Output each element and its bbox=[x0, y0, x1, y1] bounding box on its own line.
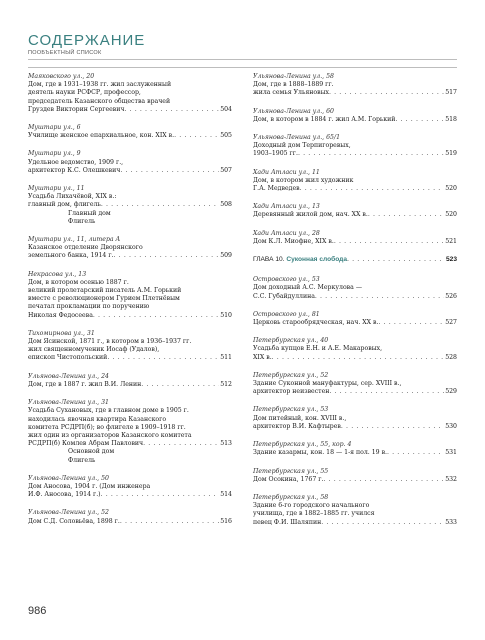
entry-page: 529 bbox=[445, 388, 457, 396]
toc-link[interactable] bbox=[253, 519, 457, 527]
entry-page: 533 bbox=[445, 518, 457, 526]
entry-line: Здание Суконной мануфактуры, сер. XVIII в., bbox=[253, 380, 402, 388]
entry-page: 516 bbox=[220, 517, 232, 525]
leader-dots bbox=[315, 293, 444, 301]
leader-dots bbox=[141, 381, 219, 389]
leader-dots bbox=[321, 519, 444, 527]
leader-dots bbox=[174, 132, 219, 140]
leader-dots bbox=[93, 312, 219, 320]
chapter-name: Суконная слобода bbox=[286, 256, 348, 264]
entry-street: Муштари ул., 11 bbox=[28, 185, 85, 193]
entry-line: Дом Аносова, 1904 г. (Дом инженера bbox=[28, 482, 151, 490]
toc-link[interactable] bbox=[253, 319, 457, 327]
entry-line: Дом питейный, кон. XVIII в., bbox=[253, 414, 347, 422]
entry-title: главный дом, флигель bbox=[28, 201, 101, 209]
entry-page: 531 bbox=[445, 449, 457, 457]
entry-line: Доходный дом Терпигоревых, bbox=[253, 142, 351, 150]
entry-title: архитектор неизвестен bbox=[253, 388, 330, 396]
toc-link[interactable] bbox=[28, 381, 232, 389]
toc-link[interactable] bbox=[28, 518, 232, 526]
entry-title: И.Ф. Аносова, 1914 г.) bbox=[28, 491, 101, 499]
leader-dots bbox=[395, 116, 444, 124]
leader-dots bbox=[300, 185, 445, 193]
leader-dots bbox=[120, 167, 219, 175]
entry-line: великий пролетарский писатель А.М. Горький bbox=[28, 287, 182, 295]
toc-entry bbox=[253, 230, 457, 246]
entry-street: Некрасова ул., 13 bbox=[28, 270, 87, 278]
toc-entry bbox=[253, 406, 457, 431]
toc-link[interactable] bbox=[253, 449, 457, 457]
entry-title: С.С. Губайдуллина bbox=[253, 292, 315, 300]
toc-link[interactable] bbox=[253, 150, 457, 158]
entry-street: Муштари ул., 11, литера А bbox=[28, 236, 121, 244]
entry-street: Ульянова-Ленина ул., 24 bbox=[28, 372, 109, 380]
toc-link[interactable] bbox=[28, 106, 232, 114]
entry-street: Ульянова-Ленина ул., 65/1 bbox=[253, 134, 340, 142]
entry-title: Дом Осокина, 1767 г. bbox=[253, 475, 324, 483]
entry-title: Г.А. Медведев bbox=[253, 185, 300, 193]
entry-page: 509 bbox=[220, 252, 232, 260]
entry-page: 513 bbox=[220, 440, 232, 448]
toc-entry bbox=[253, 108, 457, 124]
entry-title: жила семья Ульяновых bbox=[253, 89, 330, 97]
toc-entry bbox=[28, 73, 232, 114]
entry-title: РСДРП(б) Комлев Абрам Павлович bbox=[28, 440, 144, 448]
leader-dots bbox=[107, 354, 219, 362]
entry-page: 520 bbox=[445, 211, 457, 219]
toc-link[interactable] bbox=[28, 252, 232, 260]
entry-street: Петербургская ул., 58 bbox=[253, 493, 329, 501]
entry-line: Дом, где в 1931–1938 гг. жил заслуженный bbox=[28, 81, 172, 89]
entry-street: Островского ул., 53 bbox=[253, 276, 320, 284]
toc-link[interactable] bbox=[253, 388, 457, 396]
toc-link[interactable] bbox=[253, 476, 457, 484]
toc-entry bbox=[28, 236, 232, 261]
entry-line: жил один из организаторов Казанского комитета bbox=[28, 431, 192, 439]
toc-link[interactable] bbox=[28, 312, 232, 320]
leader-dots bbox=[101, 201, 219, 209]
leader-dots bbox=[368, 211, 444, 219]
leader-dots bbox=[347, 256, 445, 264]
header-rule bbox=[28, 59, 457, 60]
entry-page: 521 bbox=[445, 237, 457, 245]
entry-title: Николая Федосеева bbox=[28, 311, 93, 319]
entry-line: деятель науки РСФСР, профессор, bbox=[28, 89, 141, 97]
toc-column-right bbox=[253, 73, 457, 537]
entry-street: Маяковского ул., 20 bbox=[28, 73, 95, 80]
toc-entry bbox=[28, 124, 232, 140]
entry-page: 527 bbox=[445, 319, 457, 327]
chapter-label: ГЛАВА 10. bbox=[253, 256, 285, 264]
toc-column-left bbox=[28, 73, 232, 536]
entry-title: Дом К.Л. Миофне, XIX в. bbox=[253, 237, 334, 245]
entry-line: Удельное ведомство, 1909 г., bbox=[28, 158, 124, 166]
entry-title: Здание казармы, кон. 18 — 1-я пол. 19 в. bbox=[253, 449, 388, 457]
entry-page: 510 bbox=[220, 311, 232, 319]
toc-right-group-1 bbox=[253, 73, 457, 246]
entry-title: Училище женское епархиальное, кон. XIX в. bbox=[28, 132, 175, 140]
entry-street: Ульянова-Ленина ул., 60 bbox=[253, 107, 334, 115]
entry-line: председатель Казанского общества врачей bbox=[28, 97, 171, 105]
entry-street: Островского ул., 81 bbox=[253, 310, 320, 318]
entry-title: епископ Чистопольский bbox=[28, 354, 108, 362]
entry-line: Дом, в котором жил художник bbox=[253, 176, 354, 184]
entry-page: 511 bbox=[220, 354, 232, 362]
toc-link[interactable] bbox=[253, 211, 457, 219]
toc-entry bbox=[253, 372, 457, 397]
entry-page: 514 bbox=[220, 491, 232, 499]
entry-title: Дом, где в 1887 г. жил В.И. Ленин bbox=[28, 380, 142, 388]
entry-line: Дом, где в 1888–1889 гг. bbox=[253, 81, 334, 89]
entry-page: 530 bbox=[445, 422, 457, 430]
entry-street: Муштари ул., 6 bbox=[28, 124, 81, 132]
entry-title: певец Ф.И. Шаляпин bbox=[253, 518, 322, 526]
entry-street: Ульянова-Ленина ул., 52 bbox=[28, 509, 109, 517]
entry-page: 528 bbox=[445, 353, 457, 361]
toc-entry bbox=[253, 203, 457, 219]
entry-title: Церковь старообрядческая, нач. XX в. bbox=[253, 319, 379, 327]
leader-dots bbox=[334, 238, 444, 246]
toc-link[interactable] bbox=[253, 293, 457, 301]
entry-title: Груздев Викторин Сергеевич bbox=[28, 105, 125, 113]
entry-line: комитета РСДРП(б); во флигеле в 1909–1918 гг. bbox=[28, 423, 186, 431]
entry-title: архитектор В.И. Кафтырев bbox=[253, 422, 341, 430]
toc-entry bbox=[253, 73, 457, 98]
toc-entry bbox=[28, 373, 232, 389]
leader-dots bbox=[379, 319, 445, 327]
entry-line: Дом доходный А.С. Меркулова — bbox=[253, 284, 363, 292]
entry-street: Муштари ул., 9 bbox=[28, 150, 81, 158]
toc-entry bbox=[253, 134, 457, 159]
entry-page: 519 bbox=[445, 150, 457, 158]
entry-subitem: Флигель bbox=[68, 217, 96, 225]
header-rule-lower bbox=[28, 67, 457, 68]
leader-dots bbox=[272, 354, 445, 362]
toc-entry bbox=[28, 330, 232, 363]
toc-link[interactable] bbox=[253, 354, 457, 362]
entry-line: находилась явочная квартира Казанского bbox=[28, 415, 167, 423]
toc-entry bbox=[28, 399, 232, 465]
leader-dots bbox=[329, 388, 444, 396]
entry-line: жил священномученик Иосаф (Удалов), bbox=[28, 346, 160, 354]
entry-subitem: Флигель bbox=[68, 456, 96, 464]
toc-link[interactable] bbox=[253, 185, 457, 193]
entry-page: 532 bbox=[445, 475, 457, 483]
toc-entry bbox=[28, 185, 232, 226]
leader-dots bbox=[143, 440, 219, 448]
entry-page: 507 bbox=[220, 166, 232, 174]
toc-entry bbox=[253, 311, 457, 327]
toc-link[interactable] bbox=[253, 89, 457, 97]
entry-title: Дом С.Д. Соловьёва, 1898 г. bbox=[28, 517, 120, 525]
leader-dots bbox=[341, 423, 444, 431]
entry-street: Хади Атласи ул., 13 bbox=[253, 203, 320, 211]
chapter-heading[interactable] bbox=[253, 256, 457, 264]
toc-link[interactable] bbox=[28, 354, 232, 362]
entry-title: XIX в. bbox=[253, 353, 272, 361]
entry-title: Деревянный жилой дом, нач. XX в. bbox=[253, 211, 368, 219]
entry-line: Здание 6-го городского начального bbox=[253, 502, 370, 510]
toc-link[interactable] bbox=[28, 132, 232, 140]
toc-entry bbox=[28, 150, 232, 175]
entry-street: Хади Атласи ул., 11 bbox=[253, 168, 320, 176]
entry-street: Петербургская ул., 40 bbox=[253, 337, 329, 345]
toc-link[interactable] bbox=[253, 238, 457, 246]
chapter-page: 523 bbox=[445, 256, 457, 264]
entry-title: земельного банка, 1914 г. bbox=[28, 252, 114, 260]
entry-street: Петербургская ул., 52 bbox=[253, 371, 329, 379]
toc-entry bbox=[28, 271, 232, 320]
entry-line: Дом, в котором осенью 1887 г. bbox=[28, 278, 129, 286]
entry-line: Усадьба Лихачёвой, XIX в.: bbox=[28, 193, 117, 201]
leader-dots bbox=[387, 449, 444, 457]
toc-entry bbox=[28, 509, 232, 525]
toc-link[interactable] bbox=[28, 440, 232, 448]
entry-line: училища, где в 1882–1885 гг. учился bbox=[253, 510, 375, 518]
toc-entry bbox=[253, 494, 457, 527]
entry-page: 512 bbox=[220, 380, 232, 388]
entry-page: 517 bbox=[445, 89, 457, 97]
entry-title: архитектор К.С. Олешкевич bbox=[28, 166, 121, 174]
entry-street: Петербургская ул., 55, кор. 4 bbox=[253, 441, 352, 449]
entry-page: 518 bbox=[445, 115, 457, 123]
toc-entry bbox=[253, 169, 457, 194]
entry-page: 508 bbox=[220, 201, 232, 209]
page-header bbox=[28, 33, 145, 56]
entry-subitem: Основной дом bbox=[68, 448, 115, 456]
entry-line: печатал прокламации по поручению bbox=[28, 303, 150, 311]
leader-dots bbox=[329, 89, 444, 97]
leader-dots bbox=[298, 150, 444, 158]
entry-line: Дом Ясинской, 1871 г., в котором в 1936–1937 гг. bbox=[28, 338, 192, 346]
entry-line: Усадьба Сухановых, где в главном доме в 1905 г. bbox=[28, 407, 189, 415]
entry-line: Усадьба купцов Е.Н. и А.Е. Макаровых, bbox=[253, 345, 383, 353]
toc-right-group-2 bbox=[253, 276, 457, 526]
entry-line: Казанское отделение Дворянского bbox=[28, 244, 143, 252]
entry-subitem: Главный дом bbox=[68, 209, 111, 217]
entry-page: 526 bbox=[445, 292, 457, 300]
leader-dots bbox=[124, 106, 219, 114]
entry-line: вместе с революционером Гурием Плетнёвым bbox=[28, 295, 180, 303]
entry-street: Ульянова-Ленина ул., 50 bbox=[28, 474, 109, 482]
toc-link[interactable] bbox=[253, 116, 457, 124]
toc-entry bbox=[253, 468, 457, 484]
entry-page: 504 bbox=[220, 105, 232, 113]
toc-entry bbox=[28, 475, 232, 500]
toc-entry bbox=[253, 441, 457, 457]
leader-dots bbox=[120, 518, 219, 526]
toc-entry bbox=[253, 276, 457, 301]
leader-dots bbox=[323, 476, 444, 484]
entry-title: Дом, в котором в 1884 г. жил А.М. Горький bbox=[253, 115, 396, 123]
toc-link[interactable] bbox=[28, 201, 232, 209]
entry-street: Петербургская ул., 53 bbox=[253, 406, 329, 414]
leader-dots bbox=[114, 252, 220, 260]
toc-link[interactable] bbox=[28, 167, 232, 175]
entry-street: Хади Атласи ул., 28 bbox=[253, 229, 320, 237]
entry-street: Петербургская ул., 55 bbox=[253, 467, 329, 475]
entry-title: 1903–1905 гг. bbox=[253, 150, 299, 158]
entry-street: Ульянова-Ленина ул., 58 bbox=[253, 73, 334, 80]
entry-street: Тихомирнова ул., 31 bbox=[28, 329, 95, 337]
page-subtitle: ПООБЪЕКТНЫЙ СПИСОК bbox=[28, 50, 102, 56]
entry-page: 520 bbox=[445, 185, 457, 193]
entry-page: 505 bbox=[220, 132, 232, 140]
page-title: СОДЕРЖАНИЕ bbox=[28, 32, 146, 49]
toc-link[interactable] bbox=[28, 491, 232, 499]
toc-entry bbox=[253, 337, 457, 362]
leader-dots bbox=[101, 491, 220, 499]
toc-link[interactable] bbox=[253, 423, 457, 431]
page-number: 986 bbox=[28, 605, 47, 617]
entry-street: Ульянова-Ленина ул., 31 bbox=[28, 399, 109, 407]
